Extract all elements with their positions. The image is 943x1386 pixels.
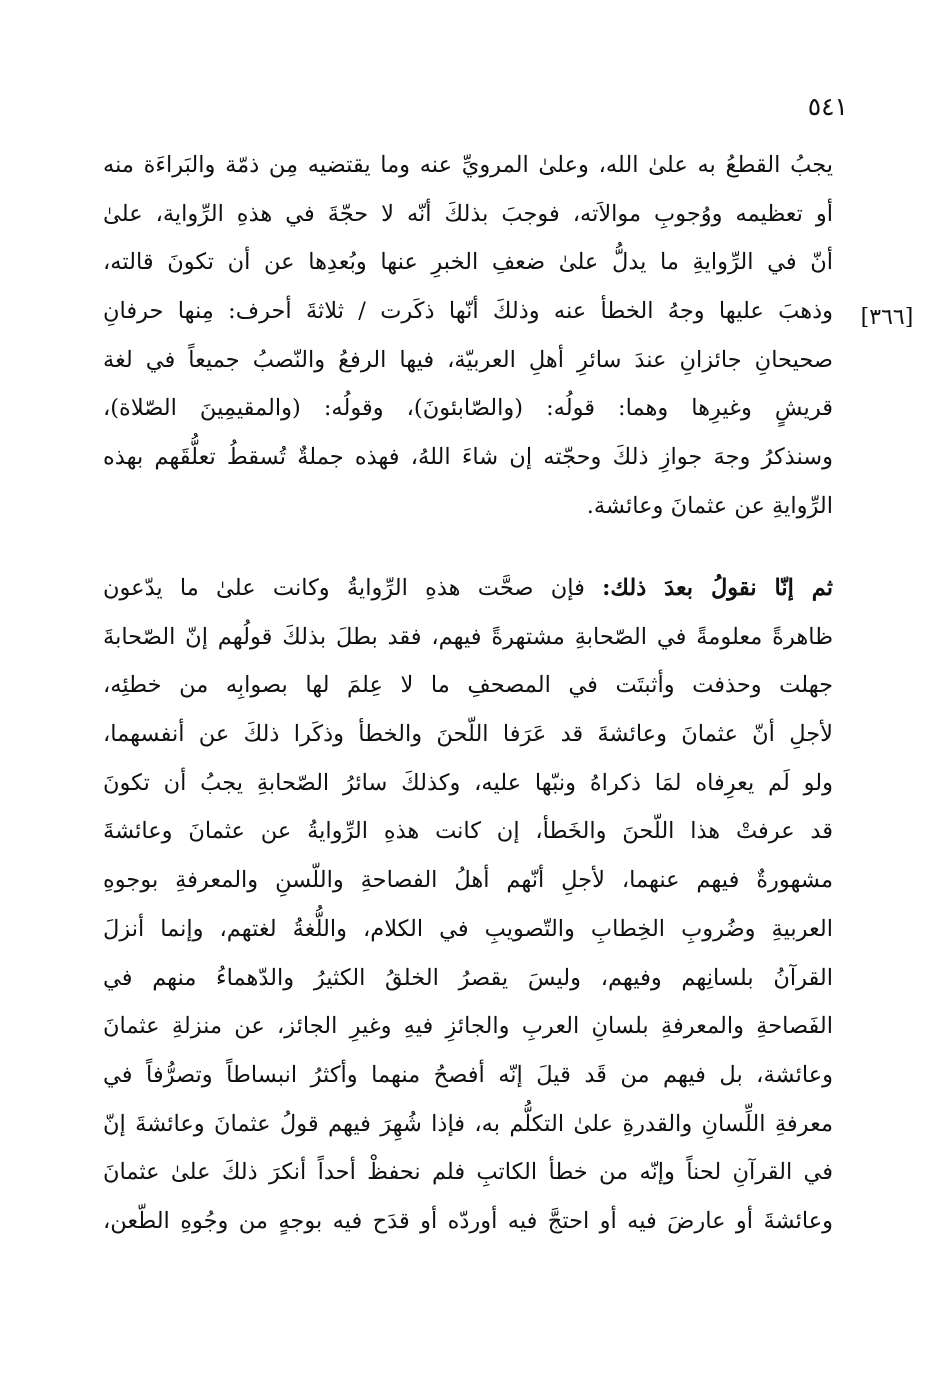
text-line: القرآنُ بلسانِهم وفيهم، وليسَ يقصرُ الخلقُ الكثيرُ والدّهماءُ منهم في [103, 964, 833, 991]
text-line: أنّ في الرِّوايةِ ما يدلُّ علىٰ ضعفِ الخبرِ عنها وبُعدِها عن أن تكونَ قالته، [103, 249, 833, 276]
paragraph-lead: ثم إنّا نقولُ بعدَ ذلك: [602, 575, 833, 601]
text-line: في القرآنِ لحناً وإنّه من خطأ الكاتبِ فلم نحفظْ أحداً أنكرَ ذلكَ علىٰ عثمانَ [103, 1159, 833, 1186]
text-line: ظاهرةً معلومةً في الصّحابةِ مشتهرةً فيهم، فقد بطلَ بذلكَ قولُهم إنّ الصّحابةَ [103, 623, 833, 650]
text-line: وذهبَ عليها وجهُ الخطأ عنه وذلكَ أنّها ذكَرت / ثلاثةَ أحرف: مِنها حرفانِ [103, 298, 833, 325]
text-line: وعائشة، بل فيهم من قَد قيلَ إنّه أفصحُ منهما وأكثرُ انبساطاً وتصرُّفاً في [103, 1061, 833, 1088]
text-line: الرِّوايةِ عن عثمانَ وعائشة. [586, 492, 833, 519]
text-line: الفَصاحةِ والمعرفةِ بلسانِ العربِ والجائزِ فيهِ وغيرِ الجائز، عن منزلةِ عثمانَ [103, 1013, 833, 1040]
text-line: يجبُ القطعُ به علىٰ الله، وعلىٰ المرويِّ عنه وما يقتضيه مِن ذمّة والبَراءَة منه [103, 152, 833, 178]
text-line: وسنذكرُ وجهَ جوازِ ذلكَ وحجّته إن شاءَ اللهُ، فهذه جملةٌ تُسقطُ تعلُّقَهم بهذه [103, 444, 833, 471]
text-line: العربيةِ وضُروبِ الخِطابِ والتّصويبِ في الكلام، واللُّغةُ لغتهم، وإنما أنزلَ [103, 915, 833, 942]
text-line: صحيحانِ جائزانِ عندَ سائرِ أهلِ العربيّة، فيها الرفعُ والنّصبُ جميعاً في لغة [103, 346, 833, 373]
text-line-first [103, 564, 833, 613]
paragraph-2 [103, 564, 833, 1246]
text-line: ولو لَم يعرِفاه لمَا ذكراهُ ونبّها عليه، وكذلكَ سائرُ الصّحابةِ يجبُ أن تكونَ [103, 769, 833, 796]
text-line: معرفةِ اللِّسانِ والقدرةِ علىٰ التكلُّم به، فإذا شُهِرَ فيهم قولُ عثمانَ وعائشةَ إنّ [103, 1110, 833, 1137]
text-line: مشهورةٌ فيهم عنهما، لأجلِ أنّهم أهلُ الفصاحةِ واللّسنِ والمعرفةِ بوجوهِ [103, 867, 833, 894]
margin-reference: [٣٦٦] [860, 305, 914, 330]
text-line: لأجلِ أنّ عثمانَ وعائشةَ قد عَرَفا اللّحنَ والخطأ وذكَرا ذلكَ عن أنفسهما، [103, 721, 833, 748]
text-line: أو تعظيمه ووُجوبِ موالاَته، فوجبَ بذلكَ أنّه لا حجّةَ في هذهِ الرِّواية، علىٰ [103, 200, 833, 227]
text-line: جهلت وحذفت وأثبتَت في المصحفِ ما لا عِلمَ لها بصوابِه من خطئِه، [103, 672, 833, 699]
text-line: قد عرفتْ هذا اللّحنَ والخَطأ، إن كانت هذهِ الرِّوايةُ عن عثمانَ وعائشةَ [103, 818, 833, 845]
text-line: وعائشةَ أو عارضَ فيه أو احتجَّ فيه أوردّه أو قدَح فيه بوجهٍ من وجُوهِ الطّعن، [103, 1207, 833, 1234]
text-line: قريشٍ وغيرِها وهما: قولُه: (والصّابئونَ)، وقولُه: (والمقيمِينَ الصّلاة)، [103, 395, 833, 422]
first-line-rest: فإن صحَّت هذهِ الرِّوايةُ وكانت علىٰ ما يدّعون [103, 575, 603, 601]
paragraph-1 [103, 141, 833, 531]
page-number: ٥٤١ [807, 92, 848, 121]
